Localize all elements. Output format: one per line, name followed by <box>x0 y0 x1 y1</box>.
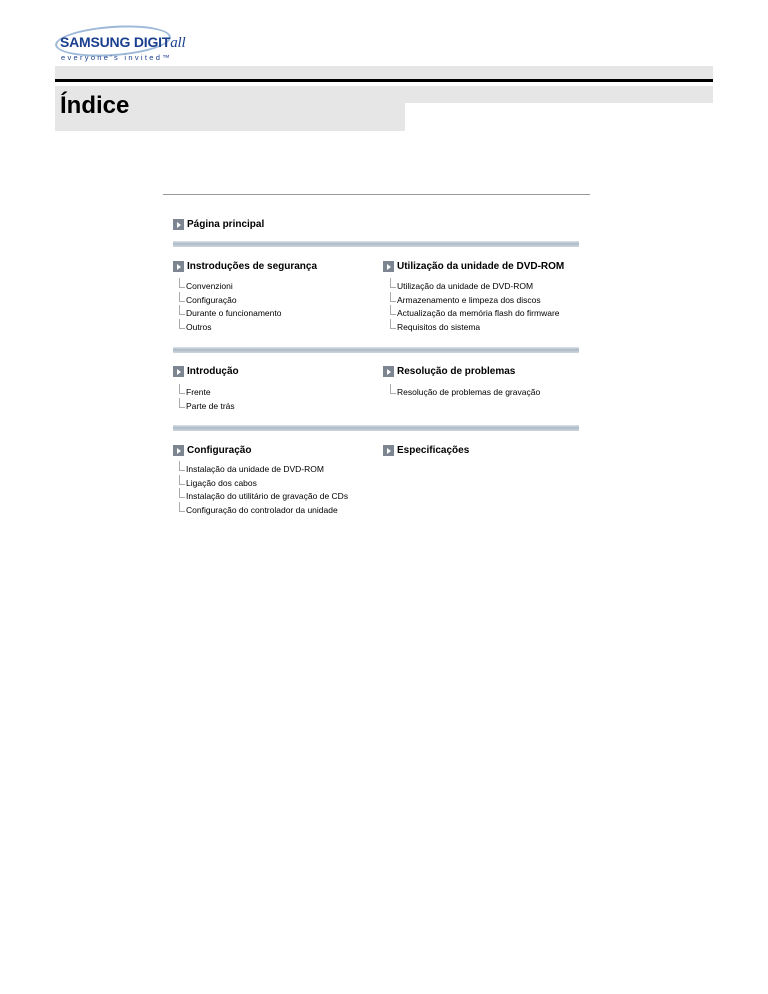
list-item[interactable]: Utilização da unidade de DVD-ROM <box>390 280 560 294</box>
list-item[interactable]: Instalação da unidade de DVD-ROM <box>179 463 348 477</box>
arrow-right-icon <box>173 366 184 377</box>
list-item[interactable]: Actualização da memória flash do firmware <box>390 307 560 321</box>
link-label: Configuração <box>187 445 252 456</box>
logo-tagline: everyone's invited™ <box>61 53 172 62</box>
section-separator <box>173 347 579 353</box>
link-label: Página principal <box>187 219 265 230</box>
section-separator <box>173 241 579 247</box>
link-safety[interactable] <box>173 261 317 272</box>
list-item[interactable]: Outros <box>179 321 281 335</box>
link-label: Utilização da unidade de DVD-ROM <box>397 261 565 272</box>
list-item[interactable]: Armazenamento e limpeza dos discos <box>390 294 560 308</box>
arrow-right-icon <box>173 219 184 230</box>
arrow-right-icon <box>383 261 394 272</box>
section-separator <box>173 425 579 431</box>
samsung-logo <box>55 26 186 68</box>
list-item[interactable]: Ligação dos cabos <box>179 477 348 491</box>
list-item[interactable]: Configuração <box>179 294 281 308</box>
list-item[interactable]: Durante o funcionamento <box>179 307 281 321</box>
divider <box>163 194 590 195</box>
list-item[interactable]: Resolução de problemas de gravação <box>390 386 540 400</box>
usage-list <box>390 280 560 334</box>
arrow-right-icon <box>173 261 184 272</box>
list-item[interactable]: Configuração do controlador da unidade <box>179 504 348 518</box>
arrow-right-icon <box>173 445 184 456</box>
list-item[interactable]: Instalação do utilitário de gravação de CDs <box>179 490 348 504</box>
link-troubleshooting[interactable] <box>383 366 515 377</box>
page-title: Índice <box>60 92 130 119</box>
header-band <box>55 66 713 79</box>
arrow-right-icon <box>383 366 394 377</box>
link-label: Introdução <box>187 366 239 377</box>
list-item[interactable]: Convenzioni <box>179 280 281 294</box>
logo-brand: SAMSUNG DIGITall <box>60 34 186 51</box>
list-item[interactable]: Frente <box>179 386 235 400</box>
link-label: Especificações <box>397 445 470 456</box>
intro-list <box>179 386 235 413</box>
link-main-page[interactable] <box>173 219 264 230</box>
link-setup[interactable] <box>173 445 251 456</box>
list-item[interactable]: Parte de trás <box>179 400 235 414</box>
list-item[interactable]: Requisitos do sistema <box>390 321 560 335</box>
link-dvd-usage[interactable] <box>383 261 564 272</box>
arrow-right-icon <box>383 445 394 456</box>
link-label: Resolução de problemas <box>397 366 516 377</box>
link-introduction[interactable] <box>173 366 239 377</box>
header-band-right <box>405 86 713 103</box>
header-rule <box>55 79 713 82</box>
safety-list <box>179 280 281 334</box>
setup-list <box>179 463 348 517</box>
troubleshoot-list <box>390 386 540 400</box>
link-label: Instroduções de segurança <box>187 261 318 272</box>
link-specifications[interactable] <box>383 445 469 456</box>
